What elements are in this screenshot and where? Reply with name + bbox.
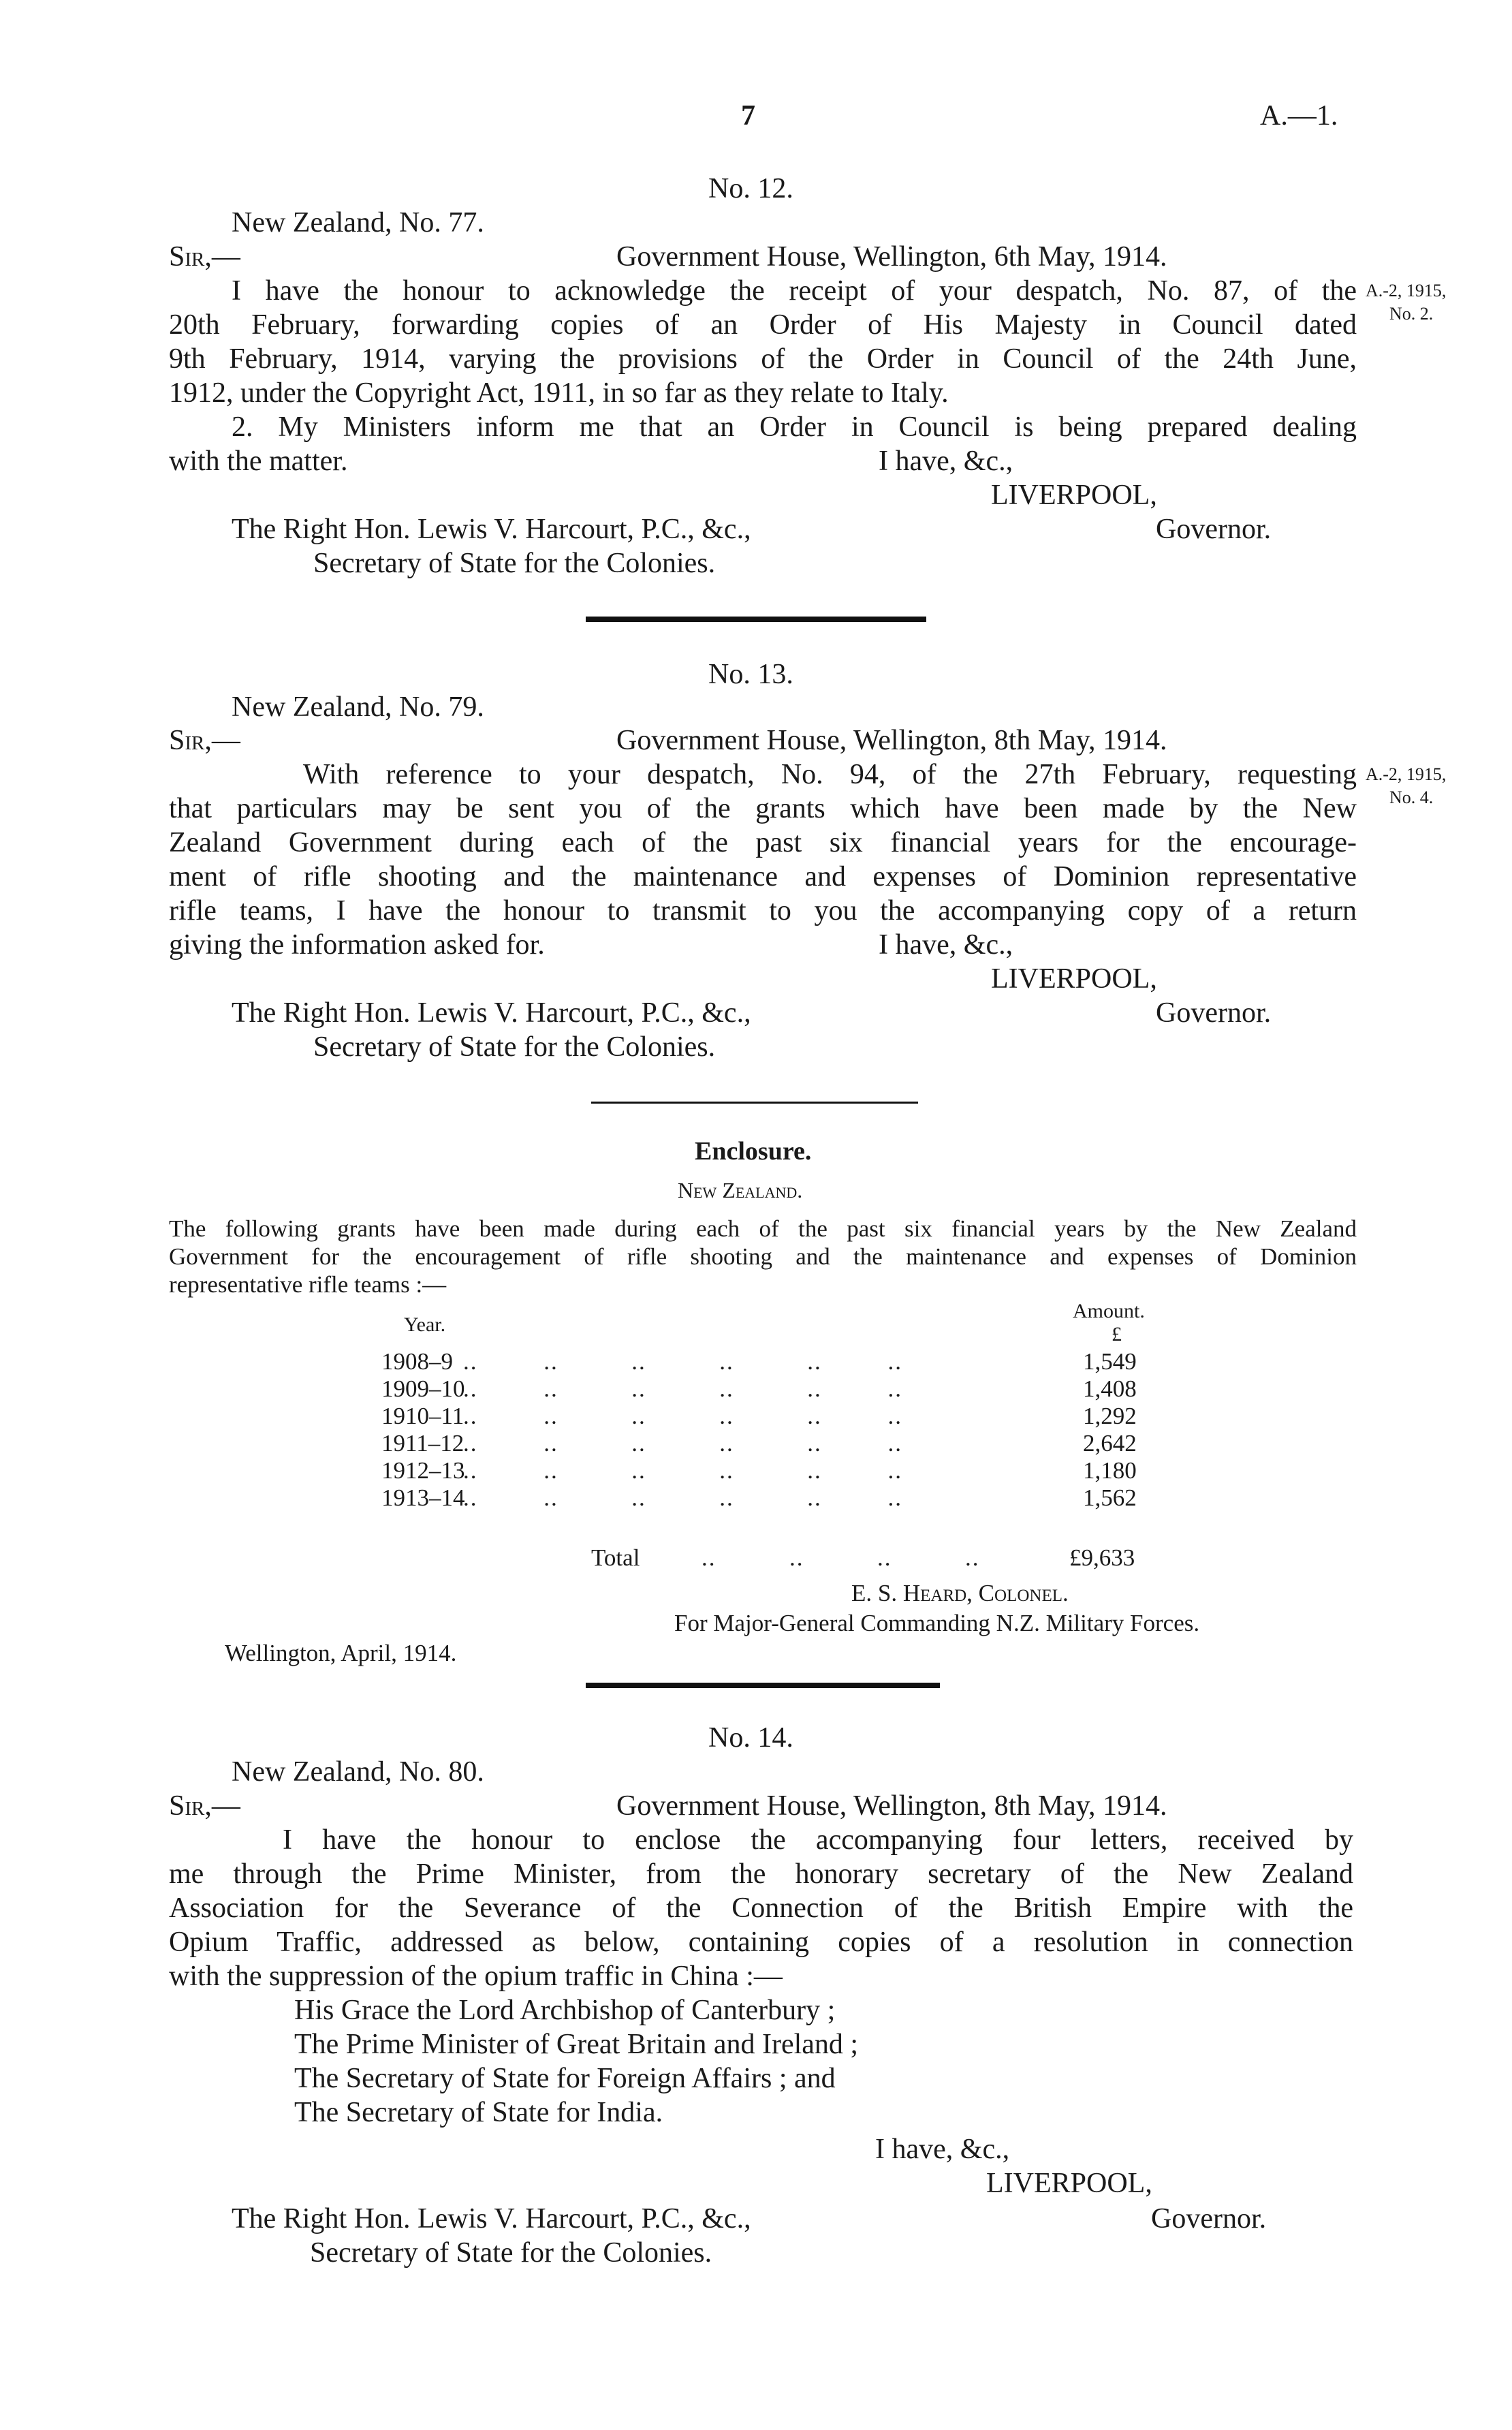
row-amount: 1,549 — [1083, 1348, 1137, 1375]
column-header-year: Year. — [404, 1313, 446, 1336]
body-line: me through the Prime Minister, from the honorary secretary of the New Zealand — [169, 1858, 1353, 1890]
dot-leader: .. .. .. .. .. .. — [463, 1375, 902, 1402]
document-reference: A.—1. — [1260, 100, 1338, 131]
body-line: With reference to your despatch, No. 94, of the 27th February, requesting — [303, 759, 1357, 790]
recipient-item: The Prime Minister of Great Britain and Ireland ; — [294, 2029, 859, 2060]
signature: LIVERPOOL, — [986, 2168, 1152, 2199]
salutation: Sir,— — [169, 241, 240, 272]
place-date: Government House, Wellington, 8th May, 1914. — [616, 1790, 1167, 1822]
body-line: with the suppression of the opium traffic in China :— — [169, 1961, 783, 1992]
place-date: Government House, Wellington, 8th May, 1914. — [616, 725, 1167, 756]
salutation: Sir,— — [169, 1790, 240, 1822]
signature: LIVERPOOL, — [991, 480, 1157, 511]
recipient-item: The Secretary of State for India. — [294, 2097, 663, 2128]
dot-leader: .. .. .. .. — [702, 1544, 980, 1571]
margin-reference: A.-2, 1915, — [1366, 764, 1447, 784]
body-line: Association for the Severance of the Connection of the British Empire with the — [169, 1892, 1353, 1924]
addressee: The Right Hon. Lewis V. Harcourt, P.C., &c., — [232, 514, 751, 545]
body-line: giving the information asked for. — [169, 929, 545, 961]
margin-reference: No. 2. — [1389, 304, 1434, 324]
row-amount: 1,292 — [1083, 1403, 1137, 1429]
recipient-item: His Grace the Lord Archbishop of Canterbury ; — [294, 1995, 836, 2026]
nz-reference: New Zealand, No. 80. — [232, 1756, 484, 1788]
row-year: 1913–14 — [381, 1484, 465, 1511]
addressee-office: Secretary of State for the Colonies. — [310, 2237, 712, 2269]
body-line: Opium Traffic, addressed as below, containing copies of a resolution in connection — [169, 1927, 1353, 1958]
enclosure-signatory: E. S. Heard, Colonel. — [851, 1580, 1069, 1606]
closing: I have, &c., — [879, 446, 1013, 477]
row-amount: 1,180 — [1083, 1457, 1137, 1484]
place-date: Government House, Wellington, 6th May, 1914. — [616, 241, 1167, 272]
body-line: ment of rifle shooting and the maintenance and expenses of Dominion representative — [169, 861, 1357, 892]
governor-title: Governor. — [1156, 997, 1272, 1029]
row-year: 1910–11 — [381, 1403, 464, 1429]
dot-leader: .. .. .. .. .. .. — [463, 1348, 902, 1375]
dot-leader: .. .. .. .. .. .. — [463, 1430, 902, 1457]
currency-symbol: £ — [1112, 1323, 1122, 1345]
letter-number: No. 13. — [708, 659, 793, 690]
section-divider — [586, 1683, 940, 1688]
enclosure-heading: Enclosure. — [695, 1137, 812, 1166]
closing: I have, &c., — [875, 2134, 1010, 2165]
body-line: with the matter. — [169, 446, 348, 477]
row-year: 1912–13 — [381, 1457, 465, 1484]
addressee: The Right Hon. Lewis V. Harcourt, P.C., &c., — [232, 997, 751, 1029]
total-value: £9,633 — [1069, 1544, 1135, 1571]
body-line: 9th February, 1914, varying the provisions of the Order in Council of the 24th June, — [169, 343, 1357, 375]
body-line: 20th February, forwarding copies of an Order of His Majesty in Council dated — [169, 309, 1357, 341]
nz-reference: New Zealand, No. 79. — [232, 691, 484, 723]
enclosure-divider — [591, 1102, 918, 1104]
enclosure-place-date: Wellington, April, 1914. — [225, 1640, 457, 1666]
governor-title: Governor. — [1156, 514, 1272, 545]
margin-reference: A.-2, 1915, — [1366, 281, 1447, 300]
row-amount: 2,642 — [1083, 1430, 1137, 1457]
body-line: I have the honour to enclose the accompanying four letters, received by — [283, 1824, 1353, 1856]
addressee-office: Secretary of State for the Colonies. — [313, 1031, 716, 1063]
salutation: Sir,— — [169, 725, 240, 756]
addressee: The Right Hon. Lewis V. Harcourt, P.C., &c., — [232, 2203, 751, 2234]
dot-leader: .. .. .. .. .. .. — [463, 1484, 902, 1511]
governor-title: Governor. — [1151, 2203, 1267, 2234]
recipient-item: The Secretary of State for Foreign Affairs ; and — [294, 2063, 836, 2094]
row-year: 1911–12 — [381, 1430, 464, 1457]
enclosure-subheading: New Zealand. — [678, 1178, 803, 1202]
row-year: 1908–9 — [381, 1348, 453, 1375]
body-line: 2. My Ministers inform me that an Order in Council is being prepared dealing — [232, 411, 1357, 443]
letter-number: No. 14. — [708, 1722, 793, 1754]
body-line: 1912, under the Copyright Act, 1911, in so far as they relate to Italy. — [169, 377, 949, 409]
intro-line: The following grants have been made during each of the past six financial years by the New Zealand — [169, 1215, 1357, 1242]
dot-leader: .. .. .. .. .. .. — [463, 1457, 902, 1484]
nz-reference: New Zealand, No. 77. — [232, 207, 484, 238]
row-amount: 1,408 — [1083, 1375, 1137, 1402]
body-line: Zealand Government during each of the past six financial years for the encourage- — [169, 827, 1357, 858]
row-year: 1909–10 — [381, 1375, 465, 1402]
body-line: that particulars may be sent you of the grants which have been made by the New — [169, 793, 1357, 824]
body-line: rifle teams, I have the honour to transmit to you the accompanying copy of a return — [169, 895, 1357, 926]
dot-leader: .. .. .. .. .. .. — [463, 1403, 902, 1429]
signature: LIVERPOOL, — [991, 963, 1157, 995]
enclosure-signatory-role: For Major-General Commanding N.Z. Military Forces. — [674, 1610, 1200, 1636]
letter-number: No. 12. — [708, 173, 793, 204]
total-label: Total — [591, 1544, 640, 1571]
addressee-office: Secretary of State for the Colonies. — [313, 548, 716, 579]
body-line: I have the honour to acknowledge the receipt of your despatch, No. 87, of the — [232, 275, 1357, 307]
intro-line: representative rifle teams :— — [169, 1271, 447, 1298]
intro-line: Government for the encouragement of rifle shooting and the maintenance and expenses of Dominion — [169, 1243, 1357, 1270]
closing: I have, &c., — [879, 929, 1013, 961]
row-amount: 1,562 — [1083, 1484, 1137, 1511]
margin-reference: No. 4. — [1389, 788, 1434, 807]
section-divider — [586, 617, 926, 622]
page-number: 7 — [741, 100, 755, 131]
column-header-amount: Amount. — [1073, 1300, 1145, 1322]
